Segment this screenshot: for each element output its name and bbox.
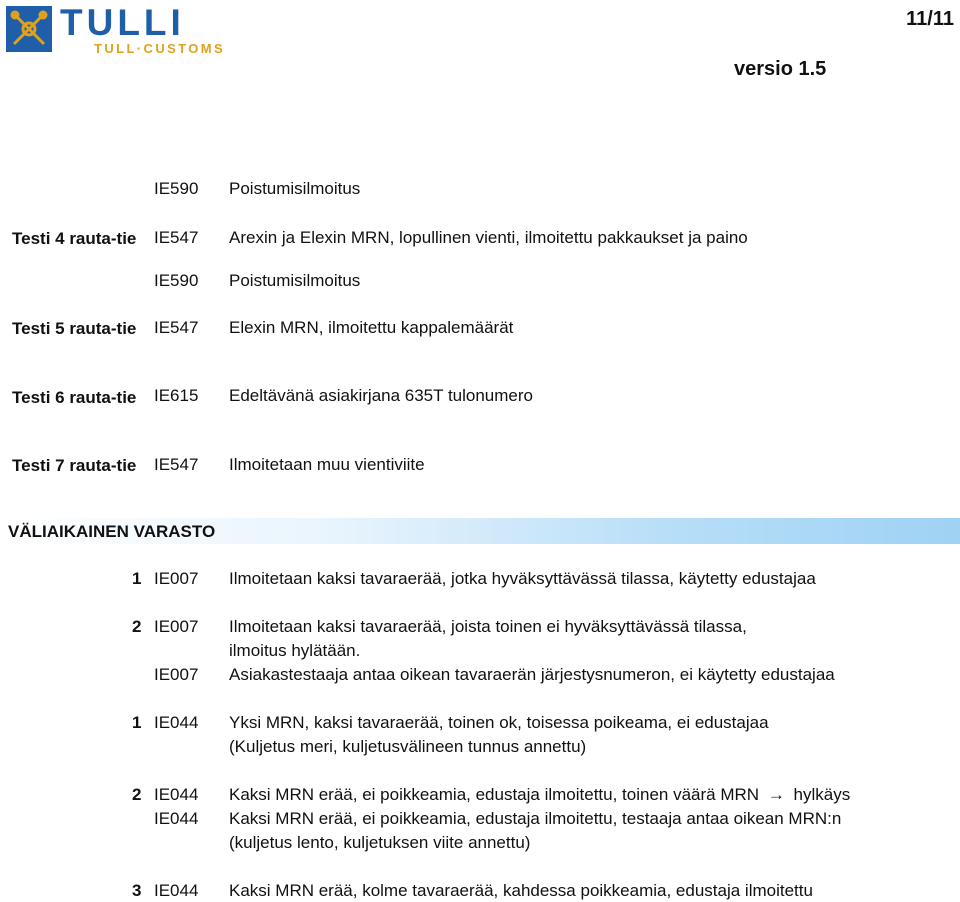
row-description: Ilmoitetaan kaksi tavaraerää, joista toinen ei hyväksyttävässä tilassa, [229, 617, 747, 636]
test-code: IE615 [154, 386, 199, 405]
row-number: 3 [132, 881, 142, 900]
test-description: Poistumisilmoitus [229, 271, 361, 290]
section-title: VÄLIAIKAINEN VARASTO [8, 522, 216, 541]
row-number: 2 [132, 785, 142, 804]
test-label: Testi 5 rauta-tie [12, 319, 137, 338]
message-code: IE044 [154, 785, 199, 804]
test-label: Testi 4 rauta-tie [12, 229, 137, 248]
message-code: IE007 [154, 569, 199, 588]
row-description [229, 785, 850, 805]
message-code: IE007 [154, 617, 199, 636]
row-description-continued: (Kuljetus meri, kuljetusvälineen tunnus annettu) [229, 737, 587, 756]
test-label: Testi 6 rauta-tie [12, 388, 137, 407]
version-label: versio 1.5 [734, 58, 827, 80]
test-code: IE547 [154, 455, 199, 474]
page-number: 11/11 [906, 8, 954, 30]
row-description: Kaksi MRN erää, kolme tavaraerää, kahdessa poikkeamia, edustaja ilmoitettu [229, 881, 813, 900]
row-description-continued: (kuljetus lento, kuljetuksen viite annettu) [229, 833, 531, 852]
arrow-right-icon: → [767, 785, 785, 804]
logo-text: TULLI [60, 2, 185, 43]
message-code: IE044 [154, 713, 199, 732]
test-code: IE547 [154, 318, 199, 337]
message-code: IE007 [154, 665, 199, 684]
message-code: IE044 [154, 881, 199, 900]
message-code: IE044 [154, 809, 199, 828]
test-description: Ilmoitetaan muu vientiviite [229, 455, 425, 474]
logo-subtext: TULL·CUSTOMS [94, 41, 226, 56]
row-description: Kaksi MRN erää, ei poikkeamia, edustaja ilmoitettu, testaaja antaa oikean MRN:n [229, 809, 842, 828]
row-number: 1 [132, 569, 142, 588]
row-description-text: Kaksi MRN erää, ei poikkeamia, edustaja ilmoitettu, toinen väärä MRN [229, 785, 760, 804]
row-description: Yksi MRN, kaksi tavaraerää, toinen ok, toisessa poikeama, ei edustajaa [229, 713, 769, 732]
test-label: Testi 7 rauta-tie [12, 456, 137, 475]
test-description: Arexin ja Elexin MRN, lopullinen vienti, ilmoitettu pakkaukset ja paino [229, 228, 748, 247]
test-description: Edeltävänä asiakirjana 635T tulonumero [229, 386, 533, 405]
test-description: Elexin MRN, ilmoitettu kappalemäärät [229, 318, 514, 337]
row-description-continued: ilmoitus hylätään. [229, 641, 361, 660]
test-code: IE590 [154, 271, 199, 290]
row-description-result: hylkäys [793, 785, 851, 804]
row-number: 1 [132, 713, 142, 732]
row-number: 2 [132, 617, 142, 636]
test-code: IE590 [154, 179, 199, 198]
test-code: IE547 [154, 228, 199, 247]
row-description: Ilmoitetaan kaksi tavaraerää, jotka hyväksyttävässä tilassa, käytetty edustajaa [229, 569, 816, 588]
customs-emblem-icon [6, 6, 52, 52]
row-description: Asiakastestaaja antaa oikean tavaraerän järjestysnumeron, ei käytetty edustajaa [229, 665, 835, 684]
section-header [0, 518, 960, 544]
test-description: Poistumisilmoitus [229, 179, 361, 198]
